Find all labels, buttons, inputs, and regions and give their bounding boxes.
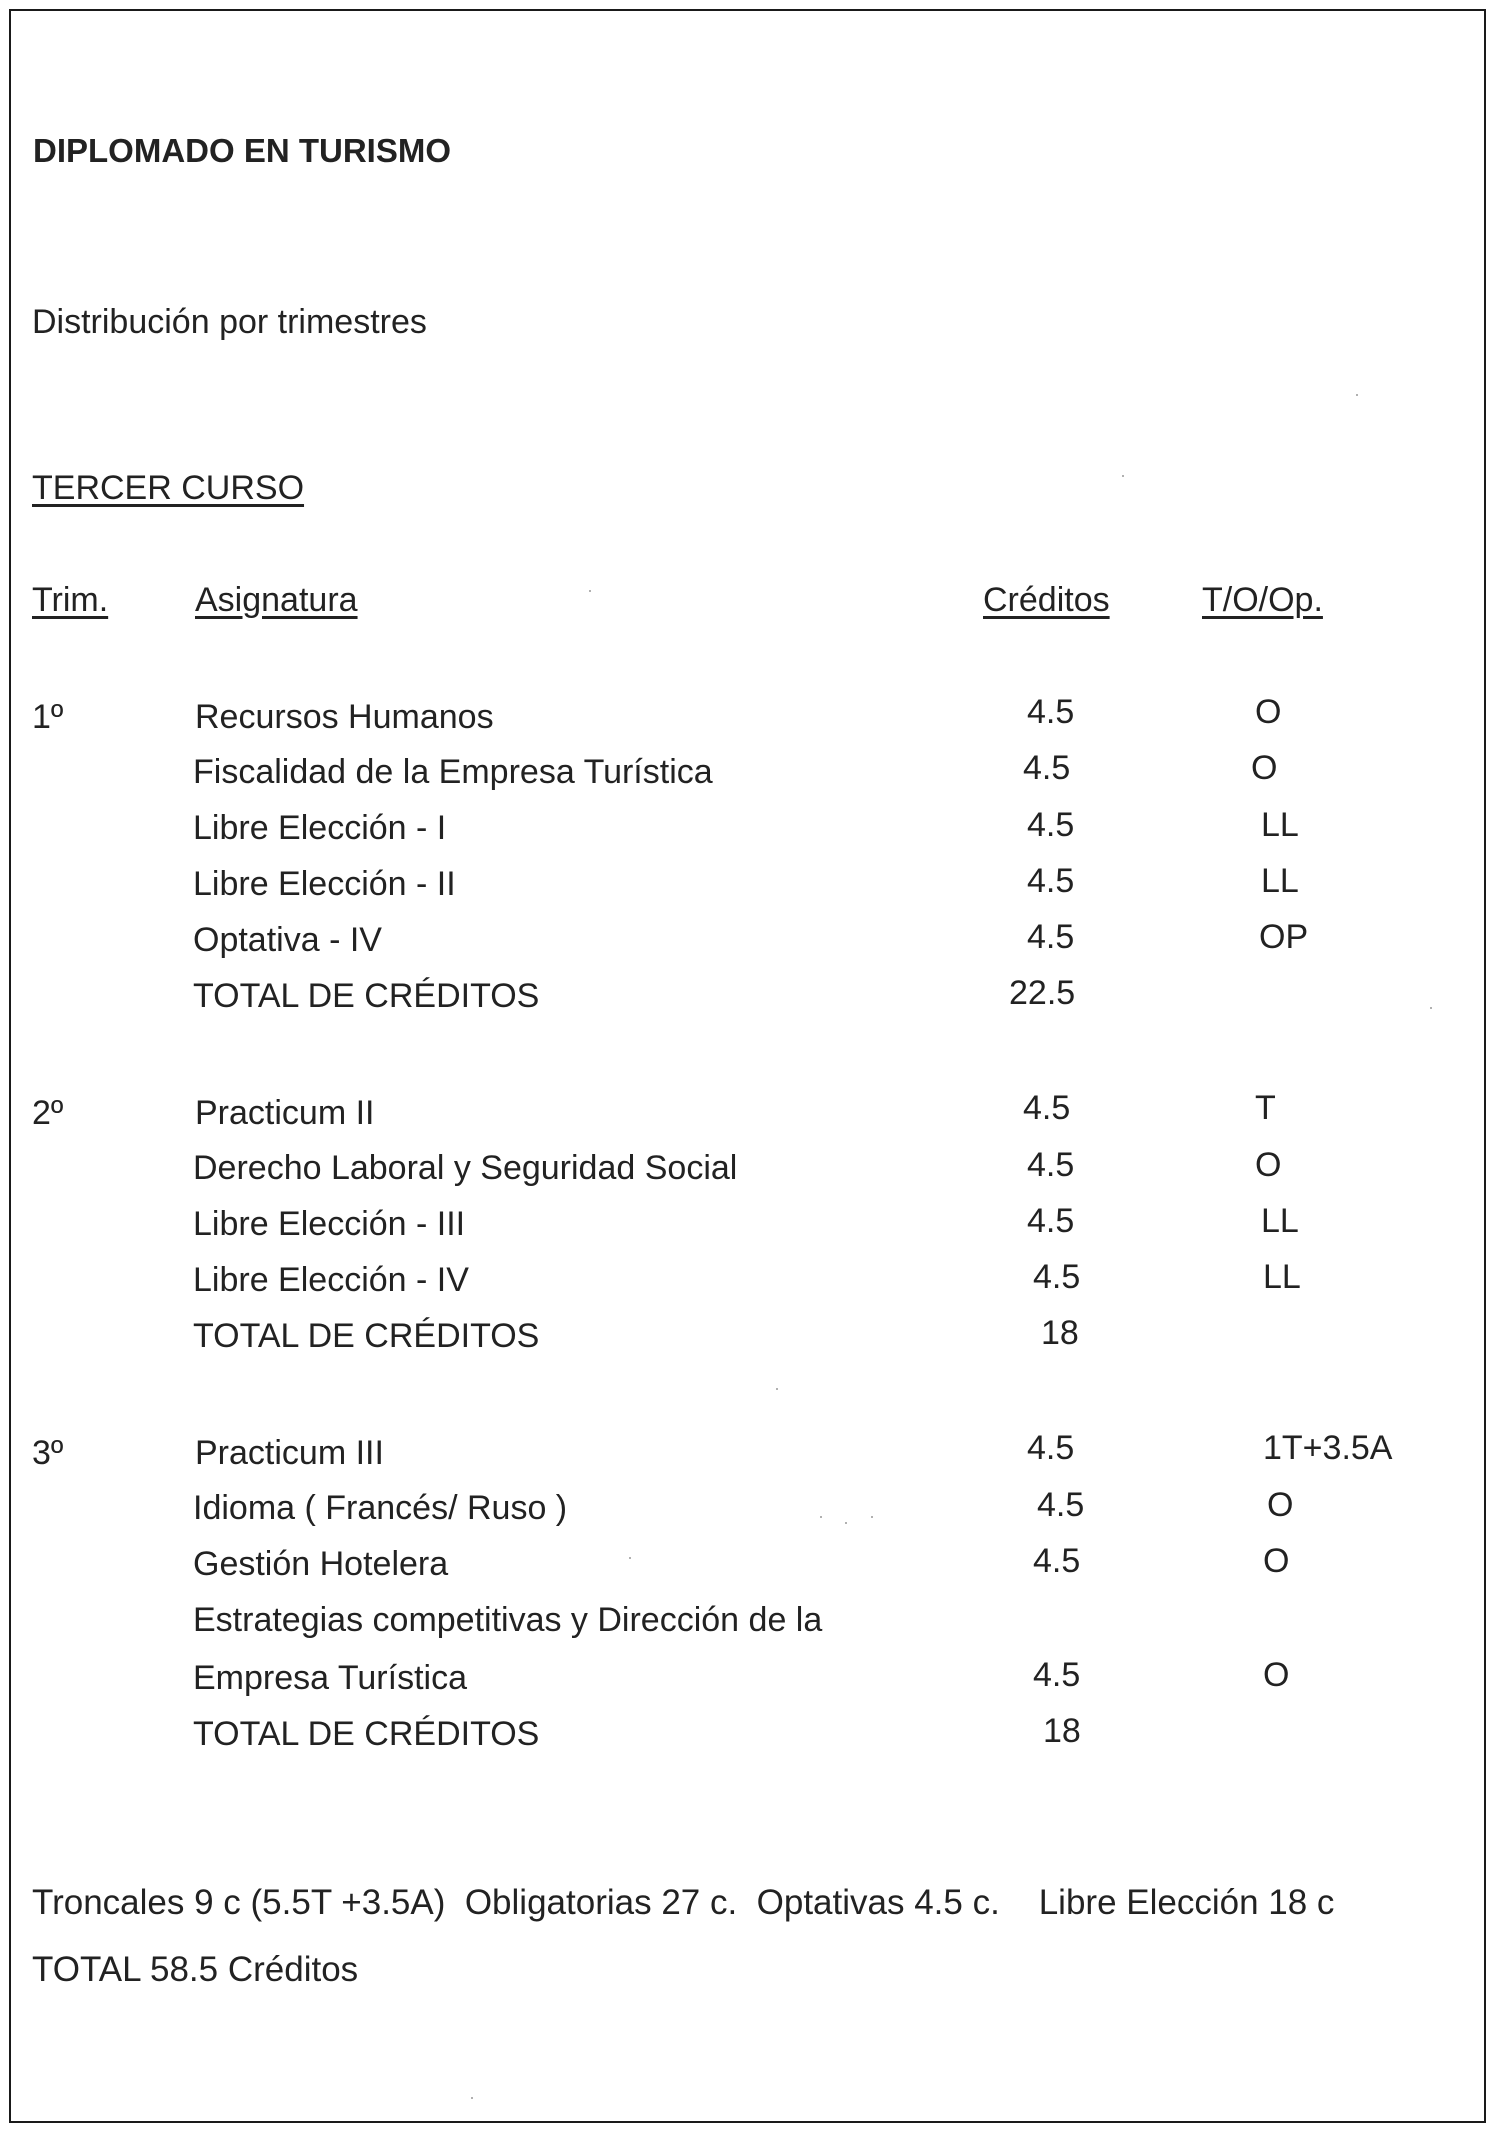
subject-name: Gestión Hotelera [193, 1545, 449, 1583]
subject-name: Idioma ( Francés/ Ruso ) [193, 1489, 568, 1527]
scan-speck [776, 1388, 778, 1390]
total-label: TOTAL DE CRÉDITOS [193, 1317, 540, 1355]
subject-name: Empresa Turística [193, 1659, 467, 1697]
subject-credits: 4.5 [1027, 806, 1075, 844]
document-title: DIPLOMADO EN TURISMO [33, 132, 451, 169]
total-credits: 22.5 [1009, 974, 1076, 1012]
subject-name: Fiscalidad de la Empresa Turística [193, 753, 713, 791]
subject-type: O [1267, 1486, 1294, 1524]
total-label: TOTAL DE CRÉDITOS [193, 1715, 540, 1753]
header-trim: Trim. [32, 581, 109, 619]
subject-type: O [1263, 1656, 1290, 1694]
subject-type: 1T+3.5A [1263, 1429, 1393, 1467]
subject-name: Practicum III [195, 1434, 384, 1472]
subject-credits: 4.5 [1027, 918, 1075, 956]
header-tipo: T/O/Op. [1202, 581, 1323, 619]
subject-name-line1: Estrategias competitivas y Dirección de la [193, 1601, 823, 1639]
subject-credits: 4.5 [1027, 1429, 1075, 1467]
subject-name: Recursos Humanos [195, 698, 494, 736]
subject-credits: 4.5 [1023, 749, 1071, 787]
grand-total: TOTAL 58.5 Créditos [32, 1950, 359, 1989]
scan-speck [589, 590, 591, 592]
header-creditos: Créditos [983, 581, 1110, 619]
scan-speck [1356, 394, 1358, 396]
subject-type: OP [1259, 918, 1309, 956]
subject-credits: 4.5 [1037, 1486, 1085, 1524]
subject-type: LL [1261, 1202, 1299, 1240]
subject-type: T [1255, 1089, 1276, 1127]
subject-name: Libre Elección - IV [193, 1261, 469, 1299]
trimester-label: 1º [32, 698, 64, 736]
subject-credits: 4.5 [1027, 1146, 1075, 1184]
subject-name: Libre Elección - I [193, 809, 447, 847]
subject-type: LL [1261, 862, 1299, 900]
subject-name: Optativa - IV [193, 921, 382, 959]
subject-name: Practicum II [195, 1094, 375, 1132]
subject-credits: 4.5 [1027, 693, 1075, 731]
subject-credits: 4.5 [1033, 1656, 1081, 1694]
subject-name: Libre Elección - II [193, 865, 456, 903]
scan-speck [1430, 1007, 1432, 1009]
subject-type: O [1255, 1146, 1282, 1184]
subject-name: Derecho Laboral y Seguridad Social [193, 1149, 738, 1187]
course-heading: TERCER CURSO [32, 469, 305, 507]
trimester-label: 3º [32, 1434, 64, 1472]
scan-speck [629, 1557, 631, 1559]
document-subtitle: Distribución por trimestres [32, 303, 427, 341]
scan-speck [820, 1516, 822, 1518]
credits-summary: Troncales 9 c (5.5T +3.5A) Obligatorias 27 c. Optativas 4.5 c. Libre Elección 18 c [32, 1883, 1335, 1922]
subject-type: O [1255, 693, 1282, 731]
subject-type: LL [1263, 1258, 1301, 1296]
subject-credits: 4.5 [1033, 1542, 1081, 1580]
subject-credits: 4.5 [1033, 1258, 1081, 1296]
total-credits: 18 [1043, 1712, 1081, 1750]
scan-speck [471, 2097, 473, 2099]
subject-name: Libre Elección - III [193, 1205, 466, 1243]
header-asignatura: Asignatura [195, 581, 358, 619]
subject-credits: 4.5 [1023, 1089, 1071, 1127]
total-label: TOTAL DE CRÉDITOS [193, 977, 540, 1015]
scan-speck [845, 1522, 847, 1524]
subject-credits: 4.5 [1027, 1202, 1075, 1240]
total-credits: 18 [1041, 1314, 1079, 1352]
subject-type: O [1251, 749, 1278, 787]
subject-type: O [1263, 1542, 1290, 1580]
scan-speck [871, 1516, 873, 1518]
scan-speck [1122, 475, 1124, 477]
subject-credits: 4.5 [1027, 862, 1075, 900]
subject-type: LL [1261, 806, 1299, 844]
trimester-label: 2º [32, 1094, 64, 1132]
